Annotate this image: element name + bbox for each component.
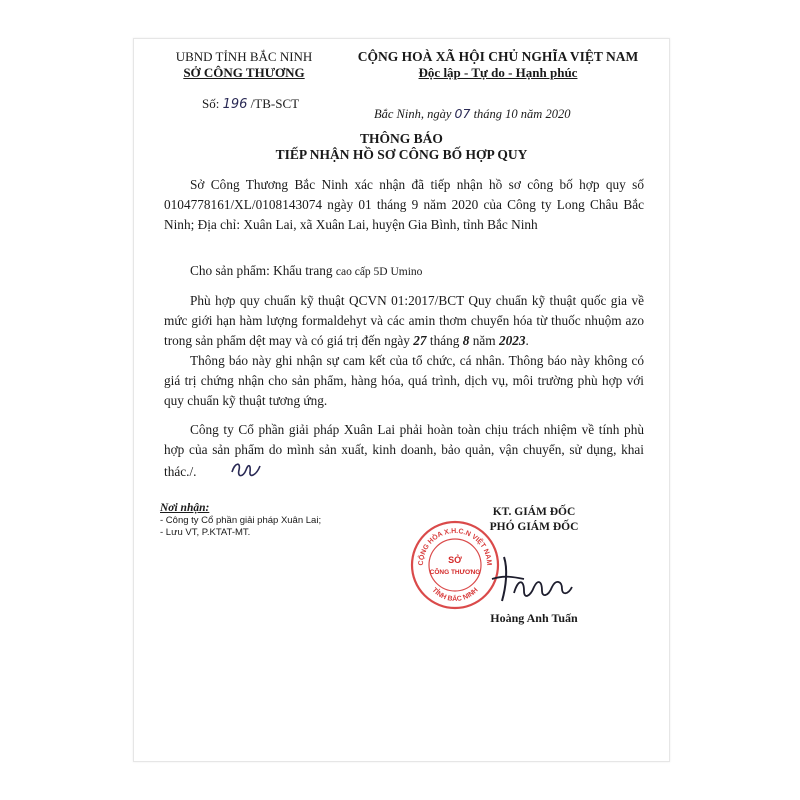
place-date-suffix: tháng 10 năm 2020 — [470, 107, 571, 121]
standard-text: Phù hợp quy chuẩn kỹ thuật QCVN 01:2017/BCT Quy chuẩn kỹ thuật quốc gia về mức giới hạn hàm lượng formaldehyt và các amin thơm chuyển hóa từ thuốc nhuộm azo trong sản phẩm dệt may và có giá trị đến ngày — [164, 293, 644, 348]
signatory-position-1: KT. GIÁM ĐỐC — [492, 506, 576, 518]
seal-ring-text: CỘNG HÒA X.H.C.N VIỆT NAM — [417, 527, 493, 566]
issuing-authority-block — [174, 49, 314, 81]
doc-number-prefix: Số: — [202, 96, 223, 111]
seal-center-line-1: SỞ — [448, 555, 462, 565]
paragraph-standard — [164, 291, 644, 351]
paragraph-product — [164, 261, 644, 282]
valid-month-label: tháng — [426, 333, 463, 348]
title-line-2: TIẾP NHẬN HỒ SƠ CÔNG BỐ HỢP QUY — [275, 147, 528, 162]
valid-year-label: năm — [469, 333, 499, 348]
title-line-1: THÔNG BÁO — [360, 131, 443, 146]
recipients-heading: Nơi nhận: — [160, 502, 210, 514]
document-page — [133, 38, 670, 762]
valid-month: 8 — [462, 333, 470, 348]
doc-number-suffix: /TB-SCT — [247, 96, 300, 111]
product-prefix: Cho sản phẩm: Khẩu trang — [190, 263, 336, 278]
recipient-item: - Công ty Cổ phần giải pháp Xuân Lai; — [160, 515, 322, 526]
paragraph-receipt: Sở Công Thương Bắc Ninh xác nhận đã tiếp nhận hồ sơ công bố hợp quy số 0104778161/XL/0108143074 ngày 01 tháng 9 năm 2020 của Công ty Long Châu Bắc Ninh; Địa chỉ: Xuân Lai, xã Xuân Lai, huyện Gia Bình, tỉnh Bắc Ninh — [164, 177, 644, 232]
standard-end: . — [525, 333, 529, 348]
recipients-block — [160, 501, 400, 539]
seal-bottom-text: TỈNH BẮC NINH — [430, 586, 480, 604]
signatory-name: Hoàng Anh Tuấn — [490, 611, 578, 625]
responsibility-text: Công ty Cổ phần giải pháp Xuân Lai phải hoàn toàn chịu trách nhiệm về tính phù hợp của sản phẩm do mình sản xuất, kinh doanh, bảo quản, vận chuyển, sử dụng, khai thác./. — [164, 422, 644, 480]
authority-name: UBND TỈNH BẮC NINH — [175, 49, 313, 64]
recipient-item: - Lưu VT, P.KTAT-MT. — [160, 527, 251, 538]
document-number — [202, 96, 299, 112]
valid-day: 27 — [413, 333, 427, 348]
valid-year: 2023 — [498, 333, 526, 348]
svg-text:TỈNH BẮC NINH — [430, 587, 479, 603]
doc-number-handwritten: 196 — [222, 97, 248, 112]
place-date-prefix: Bắc Ninh, ngày — [374, 107, 455, 121]
handwritten-signature-icon — [484, 549, 584, 614]
day-handwritten: 07 — [454, 106, 471, 121]
nation-name: CỘNG HOÀ XÃ HỘI CHỦ NGHĨA VIỆT NAM — [357, 49, 639, 64]
national-header-block — [339, 49, 657, 81]
seal-center-line-2: CÔNG THƯƠNG — [429, 569, 481, 576]
product-name: cao cấp 5D Umino — [335, 266, 423, 278]
signatory-position-2: PHÓ GIÁM ĐỐC — [489, 521, 579, 533]
national-motto: Độc lập - Tự do - Hạnh phúc — [418, 65, 578, 80]
document-title — [154, 131, 649, 163]
initials-signature-icon — [203, 460, 263, 486]
place-date — [374, 106, 570, 122]
paragraph-responsibility — [164, 420, 644, 486]
department-name: SỞ CÔNG THƯƠNG — [183, 65, 305, 80]
paragraph-disclaimer: Thông báo này ghi nhận sự cam kết của tổ chức, cá nhân. Thông báo này không có giá trị chứng nhận cho sản phẩm, hàng hóa, quá trình, dịch vụ, môi trường phù hợp với quy chuẩn kỹ thuật tương ứng. — [164, 353, 644, 408]
